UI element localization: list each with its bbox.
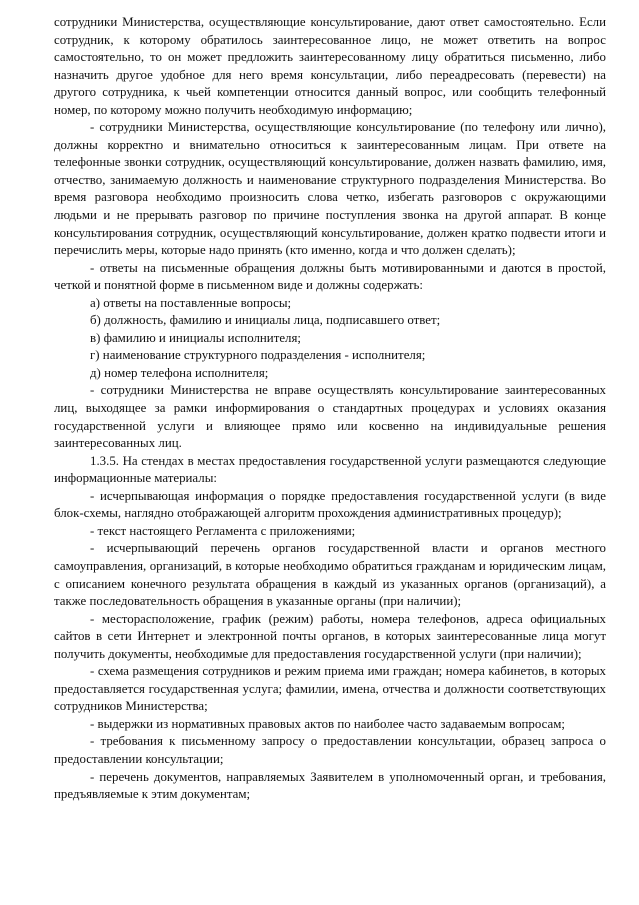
list-item: а) ответы на поставленные вопросы;	[90, 295, 292, 310]
document-page	[54, 14, 606, 804]
paragraph: - исчерпывающая информация о порядке предоставления государственной услуги (в виде блок-схемы, наглядно отображающей алгоритм прохождения административных процедур);	[54, 488, 606, 521]
paragraph: - выдержки из нормативных правовых актов по наиболее часто задаваемым вопросам;	[90, 716, 565, 731]
list-item: д) номер телефона исполнителя;	[90, 365, 269, 380]
list-item: б) должность, фамилию и инициалы лица, подписавшего ответ;	[90, 313, 441, 328]
paragraph: - перечень документов, направляемых Заявителем в уполномоченный орган, и требования, предъявляемые к этим документам;	[54, 769, 606, 802]
paragraph: - месторасположение, график (режим) работы, номера телефонов, адреса официальных сайтов в сети Интернет и электронной почты органов, в которых заинтересованные лица могут получить документы, необходимые для предоставления государственной услуги (при наличии);	[54, 611, 606, 661]
paragraph: - текст настоящего Регламента с приложениями;	[90, 523, 356, 538]
paragraph: - сотрудники Министерства не вправе осуществлять консультирование заинтересованных лиц, выходящее за рамки информирования о стандартных процедурах и условиях оказания государственной услуги и влияющее прямо или косвенно на индивидуальные решения заинтересованных лиц.	[54, 383, 606, 451]
paragraph: сотрудники Министерства, осуществляющие консультирование, дают ответ самостоятельно. Если сотрудник, к которому обратилось заинтересованное лицо, не может ответить на вопрос самостоятельно, то он может предложить заинтересованному лицу обратиться письменно, либо назначить другое удобное для него время консультации, либо переадресовать (перевести) на другого сотрудника, к чьей компетенции относится данный вопрос, или сообщить телефонный номер, по которому можно получить необходимую информацию;	[54, 15, 606, 117]
list-item: г) наименование структурного подразделения - исполнителя;	[90, 348, 426, 363]
paragraph: - требования к письменному запросу о предоставлении консультации, образец запроса о предоставлении консультации;	[54, 734, 606, 766]
paragraph: - схема размещения сотрудников и режим приема ими граждан; номера кабинетов, в которых предоставляется государственная услуга; фамилии, имена, отчества и должности соответствующих сотрудников Министерства;	[54, 664, 606, 714]
paragraph: - исчерпывающий перечень органов государственной власти и органов местного самоуправления, организаций, в которые необходимо обратиться гражданам и юридическим лицам, с описанием конечного результата обращения в каждый из указанных органов (организаций), а также последовательность обращения в указанные органы (при наличии);	[54, 541, 606, 609]
list-item: в) фамилию и инициалы исполнителя;	[90, 330, 302, 345]
paragraph: - ответы на письменные обращения должны быть мотивированными и даются в простой, четкой и понятной форме в письменном виде и должны содержать:	[54, 260, 606, 293]
section-paragraph: 1.3.5. На стендах в местах предоставления государственной услуги размещаются следующие информационные материалы:	[54, 453, 606, 486]
paragraph: - сотрудники Министерства, осуществляющие консультирование (по телефону или лично), должны корректно и внимательно относиться к заинтересованным лицам. При ответе на телефонные звонки сотрудник, осуществляющий консультирование, должен назвать фамилию, имя, отчество, занимаемую должность и наименование структурного подразделения Министерства. Во время разговора необходимо произносить слова четко, избегать разговоров с окружающими людьми и не прерывать разговор по причине поступления звонка на другой аппарат. В конце консультирования сотрудник, осуществляющий консультирование, должен кратко подвести итоги и перечислить меры, которые надо принять (кто именно, когда и что должен сделать);	[54, 120, 606, 258]
